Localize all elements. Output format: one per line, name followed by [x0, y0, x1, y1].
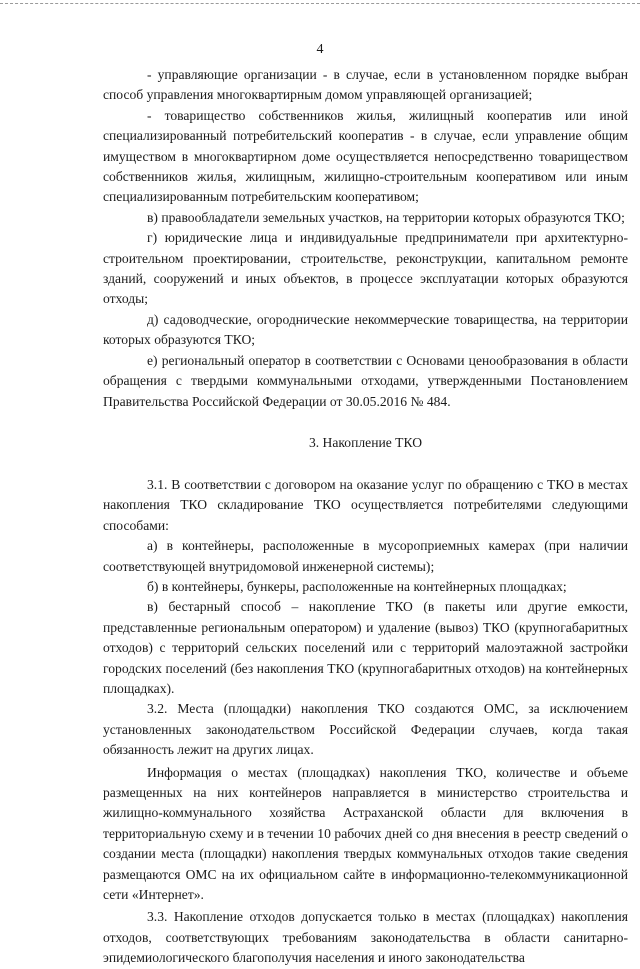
paragraph: 3.2. Места (площадки) накопления ТКО создаются ОМС, за исключением установленных законодательством Российской Федерации случаев, когда такая обязанность лежит на других лицах. — [103, 701, 628, 758]
paragraph: е) региональный оператор в соответствии с Основами ценообразования в области обращения с твердыми коммунальными отходами, утвержденными Постановлением Правительства Российской Федерации от 30.05.2016 № 484. — [103, 352, 628, 409]
paragraph: в) правообладатели земельных участков, на территории которых образуются ТКО; — [147, 209, 625, 225]
page-top-edge — [0, 3, 640, 4]
document-body — [103, 65, 628, 969]
paragraph: в) бестарный способ – накопление ТКО (в пакеты или другие емкости, представленные региональным оператором) и удаление (вывоз) ТКО (крупногабаритных отходов) с территорий сельских поселений или с территорий малоэтажной застройки городских поселений (без накопления ТКО (крупногабаритных отходов) на контейнерных площадках). — [103, 599, 628, 696]
paragraph: д) садоводческие, огороднические некоммерческие товарищества, на территории которых образуются ТКО; — [103, 311, 628, 348]
paragraph: б) в контейнеры, бункеры, расположенные на контейнерных площадках; — [147, 578, 567, 594]
section-heading: 3. Накопление ТКО — [308, 434, 423, 450]
paragraph: а) в контейнеры, расположенные в мусороприемных камерах (при наличии соответствующей внутридомовой инженерной системы); — [103, 538, 628, 574]
paragraph: - товарищество собственников жилья, жилищный кооператив или иной специализированный потребительский кооператив - в случае, если управление общим имуществом в многоквартирном доме осуществляется непосредственно товариществом собственников жилья, жилищным, жилищно-строительным кооперативом или иным специализированным потребительским кооперативом; — [103, 107, 628, 205]
paragraph: 3.3. Накопление отходов допускается только в местах (площадках) накопления отходов, соответствующих требованиям законодательства в области санитарно-эпидемиологического благополучия населения и иного законодательства — [103, 909, 628, 966]
paragraph: - управляющие организации - в случае, если в установленном порядке выбран способ управления многоквартирным домом управляющей организацией; — [103, 67, 628, 103]
paragraph: г) юридические лица и индивидуальные предприниматели при архитектурно-строительном проектировании, строительстве, реконструкции, капитальном ремонте зданий, сооружений и иных объектов, в процессе эксплуатации которых образуются отходы; — [103, 230, 628, 307]
paragraph: Информация о местах (площадках) накопления ТКО, количестве и объеме размещенных на них контейнеров направляется в министерство строительства и жилищно-коммунального хозяйства Астраханской области для включения в территориальную схему и в течении 10 рабочих дней со дня внесения в реестр сведений о создании места (площадки) накопления твердых коммунальных отходов такие сведения размещаются ОМС на их официальном сайте в информационно-телекоммуникационной сети «Интернет». — [103, 764, 628, 903]
paragraph: 3.1. В соответствии с договором на оказание услуг по обращению с ТКО в местах накопления ТКО складирование ТКО осуществляется потребителями следующими способами: — [103, 476, 628, 533]
page-number: 4 — [316, 42, 324, 57]
